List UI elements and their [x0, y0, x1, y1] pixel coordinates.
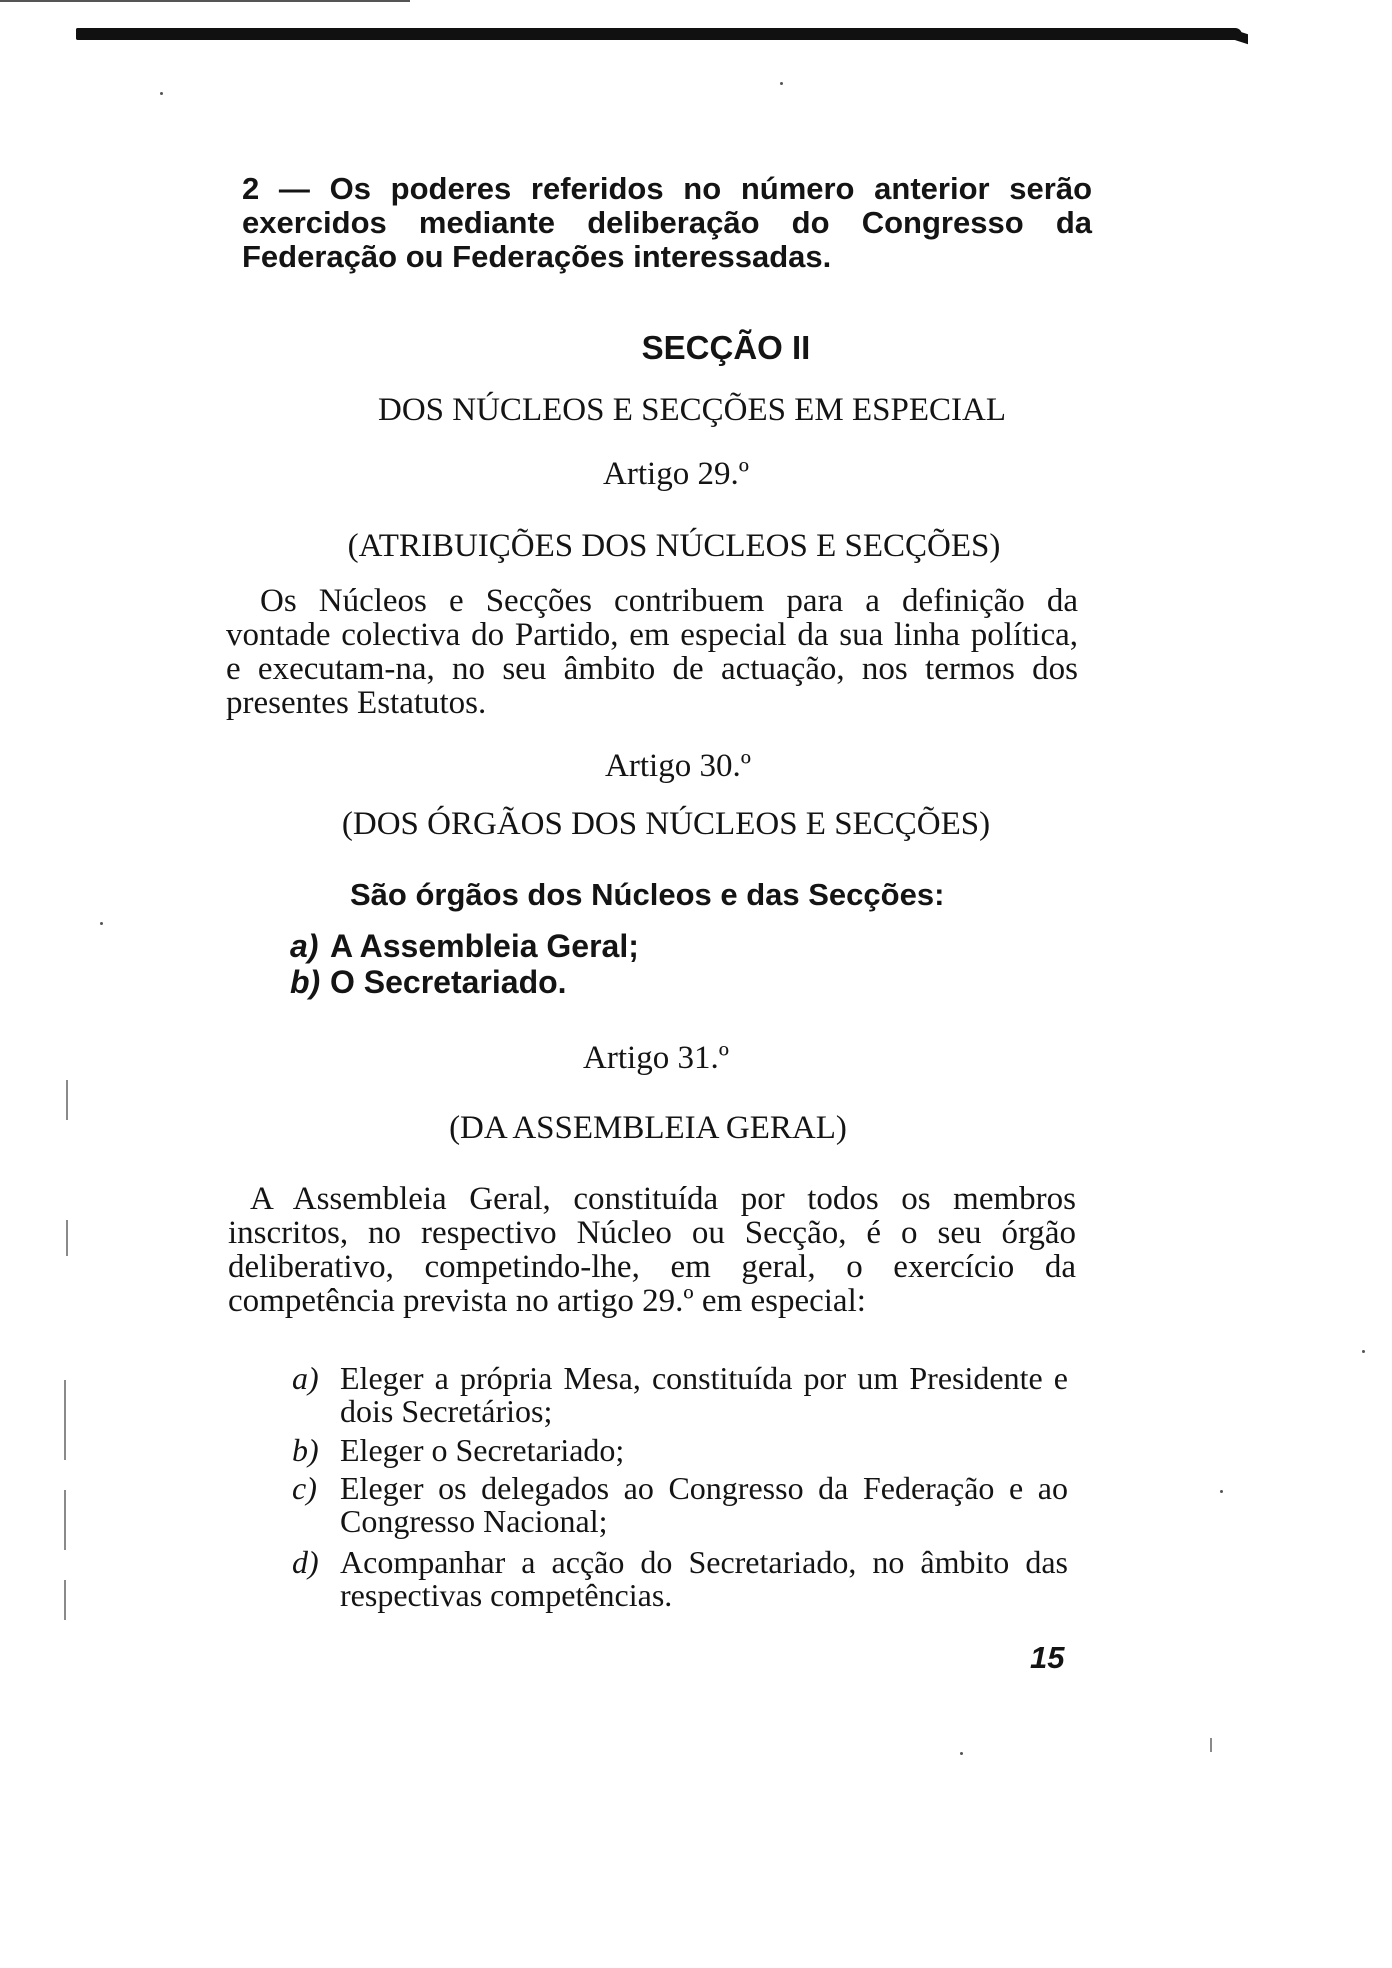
- scan-speck: [960, 1752, 963, 1755]
- section-subtitle: DOS NÚCLEOS E SECÇÕES EM ESPECIAL: [378, 392, 1006, 428]
- list-text: Acompanhar a acção do Secretariado, no âmbito das respectivas competências.: [340, 1544, 1068, 1613]
- scan-speck: [100, 922, 103, 925]
- list-text: Eleger a própria Mesa, constituída por um Presidente e dois Secretários;: [340, 1360, 1068, 1429]
- paragraph-2: 2 — Os poderes referidos no número anterior serão exercidos mediante deliberação do Congresso da Federação ou Federações interessadas.: [242, 171, 1092, 274]
- list-text: Eleger os delegados ao Congresso da Federação e ao Congresso Nacional;: [340, 1470, 1068, 1539]
- scan-speck: [1220, 1490, 1223, 1493]
- list-marker: b): [290, 964, 321, 1000]
- article-30-intro: São órgãos dos Núcleos e das Secções:: [350, 877, 945, 912]
- scan-speck: [780, 82, 783, 85]
- list-text: A Assembleia Geral;: [330, 928, 639, 964]
- scan-margin-mark: [1210, 1738, 1212, 1752]
- page-number: 15: [1030, 1640, 1065, 1675]
- article-31-heading: (DA ASSEMBLEIA GERAL): [449, 1110, 847, 1146]
- list-marker: a): [292, 1360, 319, 1396]
- scan-margin-mark: [64, 1580, 66, 1620]
- article-29-heading: (ATRIBUIÇÕES DOS NÚCLEOS E SECÇÕES): [347, 528, 1001, 564]
- article-30-heading: (DOS ÓRGÃOS DOS NÚCLEOS E SECÇÕES): [341, 806, 991, 842]
- list-text: O Secretariado.: [330, 964, 567, 1000]
- list-marker: b): [292, 1432, 319, 1468]
- article-31-title: Artigo 31.º: [583, 1040, 729, 1076]
- list-marker: a): [290, 928, 319, 964]
- scan-margin-mark: [64, 1490, 66, 1550]
- list-marker: d): [292, 1544, 319, 1580]
- section-title: SECÇÃO II: [641, 329, 811, 366]
- scan-border-bar: [76, 28, 1242, 40]
- list-marker: c): [292, 1470, 317, 1506]
- scan-speck: [1362, 1350, 1365, 1353]
- article-30-title: Artigo 30.º: [605, 748, 751, 784]
- scan-margin-mark: [64, 1380, 66, 1460]
- scan-margin-mark: [66, 1220, 68, 1256]
- scan-speck: [160, 92, 163, 95]
- list-text: Eleger o Secretariado;: [340, 1432, 625, 1468]
- article-29-title: Artigo 29.º: [603, 456, 749, 492]
- article-31-body: A Assembleia Geral, constituída por todos os membros inscritos, no respectivo Núcleo ou Secção, é o seu órgão deliberativo, competindo-lhe, em geral, o exercício da competência prevista no artigo 29.º em especial:: [228, 1181, 1076, 1319]
- article-29-body: Os Núcleos e Secções contribuem para a definição da vontade colectiva do Partido, em especial da sua linha política, e executam-na, no seu âmbito de actuação, nos termos dos presentes Estatutos.: [226, 583, 1078, 721]
- scan-edge-line: [0, 0, 410, 2]
